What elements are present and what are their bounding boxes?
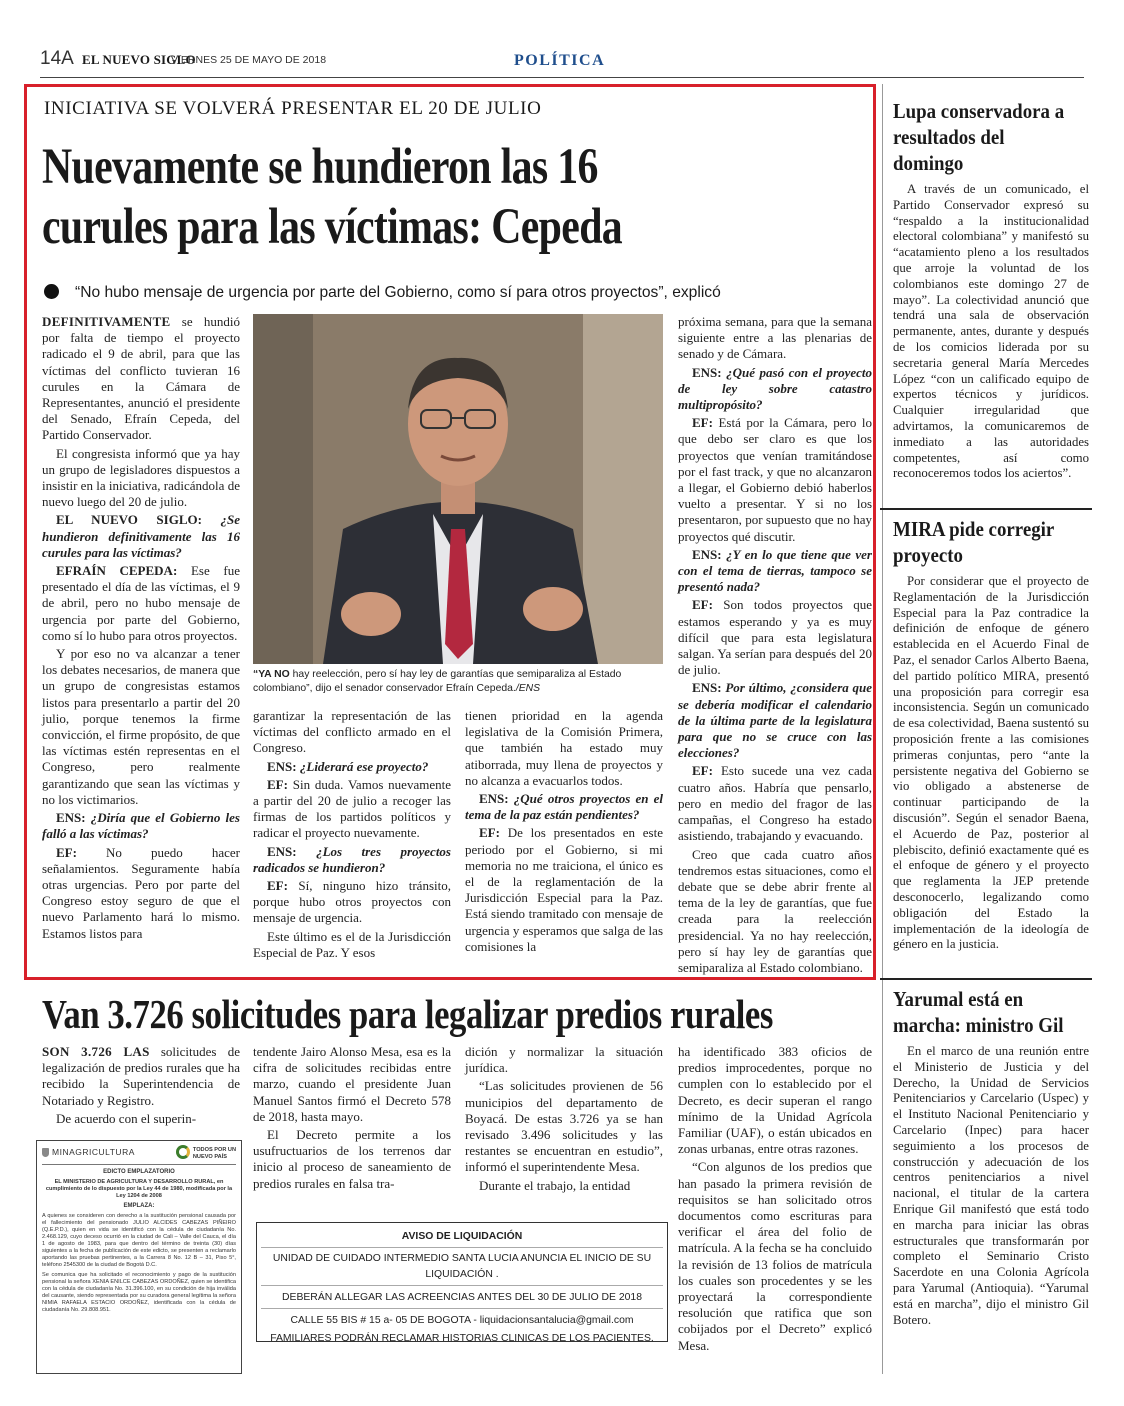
paragraph: “Las solicitudes provienen de 56 municipios del departamento de Boyacá. De estas 3.726 ya se han revisado 3.496 solicitudes y las restantes se encuentran en estudio”, informó el superintendente Mesa. [465, 1078, 663, 1175]
answer: Sí, ninguno hizo tránsito, porque hubo otros proyectos con mensaje de urgencia. [253, 878, 451, 926]
speaker: EL NUEVO SIGLO: [56, 512, 221, 528]
paragraph: El Decreto permite a los usufructuarios de los terrenos dar inicio al proceso de saneamiento de predios rurales en falsa tra- [253, 1127, 451, 1191]
second-story-column-3 [465, 1044, 663, 1214]
answer: Ese fue presentado el día de las víctimas, el 9 de abril, pero no hubo mensaje de urgencia por parte del Gobierno, como sí lo hubo para otros proyectos. [42, 563, 240, 643]
caption-text: hay reelección, pero sí hay ley de garantías que semiparaliza al Estado colombiano”, dijo el senador conservador Efraín Cepeda. [253, 669, 622, 694]
edicto-emplaza: EMPLAZA: [123, 1203, 155, 1210]
senator-photo [253, 314, 663, 664]
paragraph: próxima semana, para que la semana siguiente entre a las plenarias de senado y de Cámara. [678, 314, 872, 362]
photo-credit: /ENS [515, 683, 541, 694]
speaker: EF: [692, 415, 719, 431]
paragraph: Creo que cada cuatro años tendremos estas situaciones, como el debate que se debe abrir frente al tema de la ley de garantías, que fue creada para la reelección presidencial. Ya no hay reelección, pero sí hay ley de garantías que semiparaliza al Estado colombiano. [678, 846, 872, 975]
paragraph: ha identificado 383 oficios de predios improcedentes, porque no cumplen con lo establecido por el Decreto, es decir superan el rango mínimo de la Unidad Agrícola Familiar (UAF), o están ubicados en zonas urbanas, entre otras razones. [678, 1044, 872, 1157]
senator-photo-illustration [253, 314, 663, 664]
headline-line-1: Nuevamente se hundieron las 16 [42, 139, 598, 195]
aviso-separator [261, 1285, 663, 1288]
speaker: ENS: [479, 791, 514, 807]
main-story-subhead [44, 284, 864, 302]
nuevo-pais-logo [176, 1145, 236, 1160]
question: ¿Qué pasó con el proyecto de ley sobre catastro multipropósito? [678, 364, 873, 413]
headline-line-2: curules para las víctimas: Cepeda [42, 198, 623, 255]
question: ¿Qué otros proyectos en el tema de la paz están pendientes? [465, 791, 663, 823]
speaker: EF: [692, 597, 724, 613]
answer: Sin duda. Vamos nuevamente a partir del 20 de julio a recoger las firmas de los partidos políticos y radicar el proyecto nuevamente. [253, 776, 451, 841]
sidebar-story-2-title: MIRA pide corregir proyecto [893, 517, 1054, 567]
main-story-column-4 [678, 314, 873, 975]
second-story-headline: Van 3.726 solicitudes para legalizar predios rurales [42, 991, 773, 1037]
edicto-title: EDICTO EMPLAZATORIO [103, 1169, 175, 1176]
issue-date: VIERNES 25 DE MAYO DE 2018 [171, 54, 327, 66]
edicto-intro: EL MINISTERIO DE AGRICULTURA Y DESARROLLO RURAL, en cumplimiento de lo dispuesto por la Ley 44 de 1980, modificada por la Ley 1204 de 2008 [45, 1179, 233, 1200]
speaker: ENS: [56, 810, 91, 826]
second-story-column-2 [253, 1044, 451, 1214]
paragraph: garantizar la representación de las víctimas del conflicto armado en el Congreso. [253, 708, 451, 756]
answer: Está por la Cámara, pero lo que debo ser claro es que los proyectos que venían tramitándose por el fast track, y que no alcanzaron a llegar, el Gobierno debió haberlos vuelto a presentar. Y si no los presentaron, por supuesto que no hay proyectos qué discutir. [678, 415, 872, 544]
paragraph: solicitudes de legalización de predios rurales que ha recibido la Superintendencia de Notariado y Registro. [42, 1044, 240, 1108]
paragraph: Durante el trabajo, la entidad [479, 1177, 631, 1193]
paragraph: tienen prioridad en la agenda legislativa de la Comisión Primera, que también ha estado muy atiborrada, muy llena de proyectos y no alcanza a evacuarlos todos. [465, 708, 663, 788]
speaker: ENS: [692, 680, 726, 696]
caption-lead: “YA NO [253, 669, 290, 680]
speaker: ENS: [267, 843, 317, 859]
speaker: EF: [479, 825, 508, 841]
answer: No puedo hacer señalamientos. Seguramente había otras urgencias. Pero por parte del Congreso estoy seguro de que el nuevo Parlamento hará lo mismo. Estamos listos para [42, 844, 240, 941]
sidebar-rule [880, 508, 1092, 510]
sidebar-rule [880, 978, 1092, 980]
main-story-column-2 [253, 708, 451, 964]
coat-of-arms-icon [42, 1148, 49, 1157]
speaker: ENS: [692, 364, 727, 380]
bullet-dot-icon [44, 284, 59, 299]
logo-text: TODOS POR UN [192, 1147, 236, 1154]
answer: Esto sucede una vez cada cuatro años. Habría que pensarlo, pero en medio del fragor de las campañas, el Congreso ha estado asistiendo, trabajando y evacuando. [678, 763, 872, 844]
edicto-logos [42, 1145, 236, 1165]
paragraph: Por considerar que el proyecto de Reglamentación de la Jurisdicción Especial para la Paz contradice la definición de enfoque de género establecida en el Acuerdo Final de Paz, el senador Carlos Alberto Baena, del partido político MIRA, presentó una proposición para corregir esa inconsistencia. Según un comunicado de esa colectividad, Baena sustentó su proposición frente a las comisiones primeras conjuntas, pero “ante la persistente negativa del Gobierno se vio obligado a abstenerse de continuar participando de la discusión”. Según el senador Baena, el Acuerdo de Paz, posterior al plebiscito, definió exactamente qué es el enfoque de género y el proyecto que reglamenta la JEP pretende desconocerlo, legalizando como obligación del Estado la implementación de la ideología de género en la justicia. [893, 574, 1089, 952]
sidebar-story-3-body [893, 1044, 1089, 1374]
answer: De los presentados en este periodo por el Gobierno, si mi memoria no me traiciona, el único es el de la reglamentación de la Jurisdicción Especial para la Paz. Está siendo tramitado con mensaje de urgencia y esperamos que salga de las comisiones la [465, 825, 663, 954]
sidebar-divider [882, 84, 883, 1374]
aviso-liquidacion-ad [256, 1222, 668, 1342]
newspaper-name: EL NUEVO SIGLO [82, 52, 196, 67]
logo-text: MINAGRICULTURA [52, 1147, 135, 1157]
aviso-line-2: DEBERÁN ALLEGAR LAS ACREENCIAS ANTES DEL 30 DE JULIO DE 2018 [282, 1292, 642, 1303]
paragraph: El congresista informó que ya hay un grupo de legisladores dispuestos a insistir en la iniciativa, radicándola de nuevo luego del 20 de julio. [42, 445, 240, 510]
speaker: EF: [267, 878, 299, 894]
paragraph: Y por eso no va alcanzar a tener los debates necesarios, de manera que un grupo de congresistas estamos listos para presentarlo a partir del 20 julio, porque tenemos la firme convicción, el firme propósito, de que las víctimas estén representas en el Congreso, pero realmente garantizando que sean las víctimas y no los victimarios. [42, 646, 240, 807]
paragraph: se hundió por falta de tiempo el proyecto radicado el 9 de abril, para que las víctimas del conflicto tuvieran 16 curules en la Cámara de Representantes, anunció el presidente del Senado, Efraín Cepeda, del Partido Conservador. [42, 314, 240, 443]
sidebar-story-1-title: Lupa conservadora a resultados del domingo [893, 99, 1065, 175]
sidebar-story-1-body [893, 182, 1089, 502]
lead-word: DEFINITIVAMENTE [42, 314, 171, 329]
main-story-column-1 [42, 314, 240, 964]
edicto-body-1: A quienes se consideren con derecho a la sustitución pensional causada por el fallecimiento del pensionado JULIO ALCIDES CABEZAS PIÑEIRO (Q.E.P.D.), quien en vida se identificó con la cédula de ciudadanía No. 2.468.129, cuyo deceso ocurrió en la ciudad de Cali – Valle del Cauca, el día 1 de agosto de 1983, para que dentro del término de treinta (30) días siguientes a la fecha de publicación de este edicto, se presenten a reclamarlo aportando las pruebas pertinentes, a la Carrera 8 No. 12 B – 31, Piso 5°, teléfono 2545300 de la ciudad de Bogotá D.C. [42, 1213, 236, 1269]
lead-word: SON 3.726 LAS [42, 1044, 150, 1059]
speaker: EF: [692, 763, 721, 779]
question: ¿Diría que el Gobierno les falló a las víctimas? [42, 810, 240, 842]
speaker: EF: [56, 844, 107, 860]
second-story-column-4 [678, 1044, 872, 1366]
paragraph: tendente Jairo Alonso Mesa, esa es la cifra de solicitudes recibidas entre marzo, cuando el presidente Juan Manuel Santos firmó el Decreto 578 de 2018, hasta mayo. [253, 1044, 451, 1124]
question: ¿Se hundieron definitivamente las 16 curules para las víctimas? [42, 512, 240, 560]
question: ¿Los tres proyectos radicados se hundieron? [253, 843, 451, 875]
page-header [40, 48, 1084, 78]
paragraph: De acuerdo con el superin- [56, 1110, 197, 1126]
question: ¿Y en lo que tiene que ver con el tema de tierras, tampoco se presentó nada? [678, 546, 872, 595]
speaker: EFRAÍN CEPEDA: [56, 563, 191, 579]
nuevo-pais-icon [176, 1145, 190, 1159]
main-story-kicker: INICIATIVA SE VOLVERÁ PRESENTAR EL 20 DE JULIO [44, 98, 542, 119]
answer: Son todos proyectos que estamos esperando y ya es muy difícil que para esta legislatura salgan. Ya serían para después del 20 de julio. [678, 597, 872, 678]
paragraph: En el marco de una reunión entre el Ministerio de Justicia y del Derecho, la Unidad de Servicios Penitenciarios y Carcelario (Uspec) y el Instituto Nacional Penitenciario y Carcelario (Inpec) para hacer seguimiento a los procesos de construcción y adecuación de los centros penitenciarios a nivel nacional, el titular de la cartera Enrique Gil manifestó que está todo en marcha para iniciar las obras estructurales que transformarán por completo el Seminario Cristo Sacerdote en una Colonia Agrícola para Yarumal (Antioquia). “Yarumal está en marcha”, dijo el ministro Gil Botero. [893, 1044, 1089, 1327]
edicto-body-2: Se comunica que ha solicitado el reconocimiento y pago de la sustitución pensional la señora XENIA ENILCE CABEZAS ORDOÑEZ, quien se identifica con la cédula de ciudadanía No. 31.396.100, en su condición de hija inválida del causante, siendo representada por su curadora general legítima la señora NIMIA RAFAELA ESTACIO ORDOÑEZ, identificada con la cédula de ciudadanía No. 29.808.951. [42, 1272, 236, 1314]
aviso-line-3: CALLE 55 BIS # 15 a- 05 DE BOGOTA - liquidacionsantalucia@gmail.com [290, 1315, 634, 1326]
page-number: 14A [40, 48, 74, 69]
section-name: POLÍTICA [514, 52, 606, 69]
question: ¿Liderará ese proyecto? [299, 758, 429, 774]
sidebar-story-3-title: Yarumal está en marcha: ministro Gil [893, 987, 1064, 1037]
second-story-column-1 [42, 1044, 240, 1132]
aviso-line-1: UNIDAD DE CUIDADO INTERMEDIO SANTA LUCIA ANUNCIA EL INICIO DE SU LIQUIDACIÓN . [272, 1253, 652, 1280]
aviso-separator [261, 1308, 663, 1311]
main-story-headline [42, 138, 714, 257]
paragraph: Este último es el de la Jurisdicción Especial de Paz. Y esos [253, 928, 451, 960]
question: Por último, ¿considera que se debería modificar el calendario de la última parte de la legislatura para que no se cruce con las elecciones? [678, 680, 872, 761]
logo-text: NUEVO PAÍS [192, 1153, 227, 1160]
aviso-line-4: FAMILIARES PODRÁN RECLAMAR HISTORIAS CLINICAS DE LOS PACIENTES. [270, 1333, 654, 1344]
photo-caption [253, 668, 663, 696]
aviso-title: AVISO DE LIQUIDACIÓN [261, 1228, 663, 1248]
paragraph: dición y normalizar la situación jurídica. [465, 1044, 663, 1076]
edicto-ad [36, 1140, 242, 1374]
minagricultura-logo [42, 1148, 135, 1157]
speaker: EF: [267, 776, 293, 792]
sidebar-story-2-body [893, 574, 1089, 972]
speaker: ENS: [267, 758, 300, 774]
paragraph: A través de un comunicado, el Partido Conservador expresó su “respaldo a la institucionalidad electoral colombiana” y manifestó su “acatamiento pleno a los resultados que arroje la voluntad de los colombianos este domingo 27 de mayo”. La colectividad anunció que tendrá una sala de observación permanente, antes, durante y después de los comicios liderada por su secretaria general María Mercedes López “con un calificado equipo de expertos técnicos y jurídicos. Cualquier irregularidad que advirtamos, la comunicaremos de inmediato a las autoridades competentes, así como reconoceremos todos los aciertos”. [893, 182, 1089, 481]
subhead-text: “No hubo mensaje de urgencia por parte del Gobierno, como sí para otros proyectos”, explicó [75, 284, 721, 301]
speaker: ENS: [692, 546, 727, 562]
paragraph: “Con algunos de los predios que han pasado la primera revisión de requisitos se han solicitado otros documentos como escrituras para verificar el área del folio de matrícula. A la fecha se ha concluido la revisión de 13 folios de matrícula los cuales son procedentes y se les proyectará la correspondiente resolución que ratifica que son cobijados por el Decreto” explicó Mesa. [678, 1159, 872, 1353]
main-story-column-3 [465, 708, 663, 964]
